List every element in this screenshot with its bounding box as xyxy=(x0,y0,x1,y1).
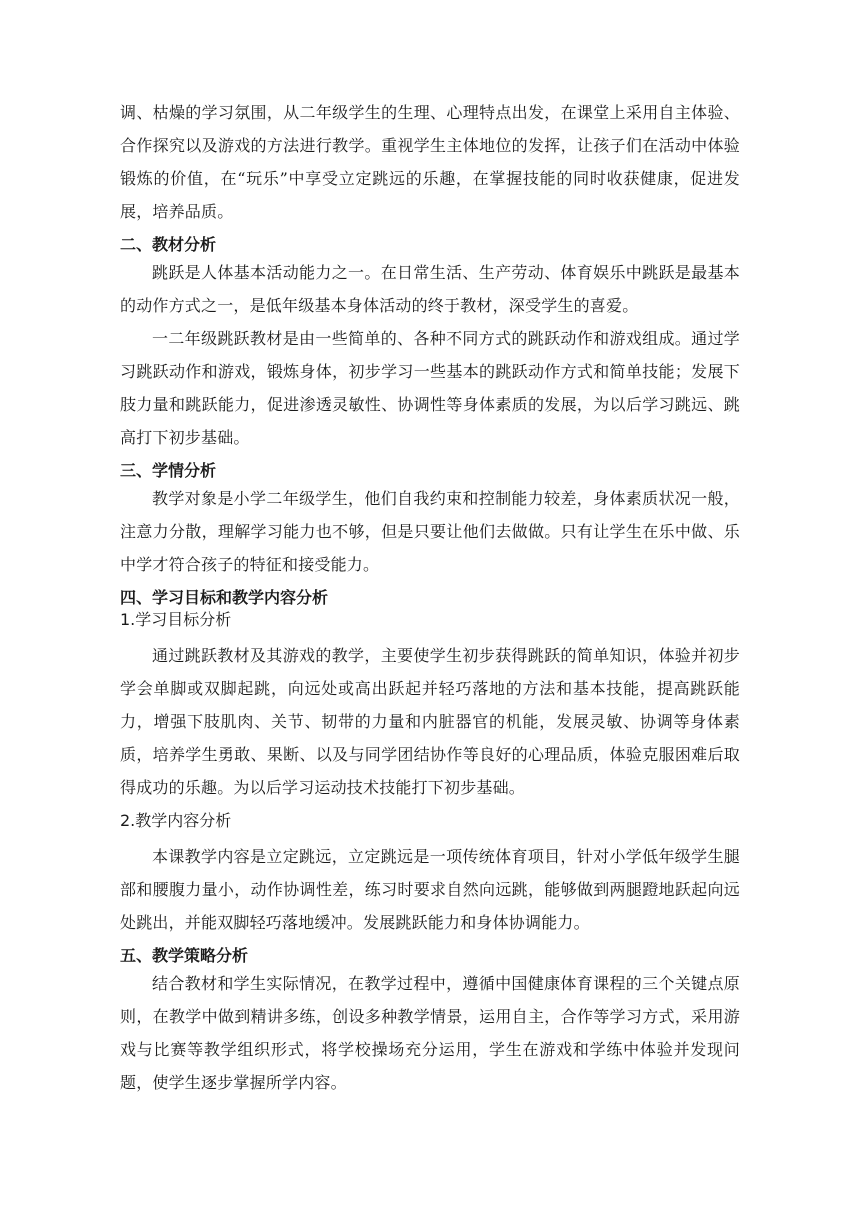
section-heading-textbook-analysis: 二、教材分析 xyxy=(120,235,217,254)
section-heading-learner-analysis: 三、学情分析 xyxy=(120,461,217,480)
learner-analysis-paragraph: 教学对象是小学二年级学生，他们自我约束和控制能力较差，身体素质状况一般，注意力分散，理解学习能力也不够，但是只要让他们去做做。只有让学生在乐中做、乐中学才符合孩子的特征和接受能力。 xyxy=(120,489,740,574)
teaching-content-paragraph: 本课教学内容是立定跳远，立定跳远是一项传统体育项目，针对小学低年级学生腿部和腰腹力量小，动作协调性差，练习时要求自然向远跳，能够做到两腿蹬地跃起向远处跳出，并能双脚轻巧落地缓冲。发展跳跃能力和身体协调能力。 xyxy=(120,847,740,932)
section-heading-teaching-strategy: 五、教学策略分析 xyxy=(120,946,249,965)
textbook-analysis-paragraph-1: 跳跃是人体基本活动能力之一。在日常生活、生产劳动、体育娱乐中跳跃是最基本的动作方式之一，是低年级基本身体活动的终于教材，深受学生的喜爱。 xyxy=(120,263,740,315)
subheading-learning-objectives: 1.学习目标分析 xyxy=(120,610,232,629)
document-body xyxy=(120,96,740,1099)
learning-objectives-paragraph: 通过跳跃教材及其游戏的教学，主要使学生初步获得跳跃的简单知识，体验并初步学会单脚或双脚起跳，向远处或高出跃起并轻巧落地的方法和基本技能，提高跳跃能力，增强下肢肌肉、关节、韧带的力量和内脏器官的机能，发展灵敏、协调等身体素质，培养学生勇敢、果断、以及与同学团结协作等良好的心理品质，体验克服困难后取得成功的乐趣。为以后学习运动技术技能打下初步基础。 xyxy=(120,646,740,797)
intro-paragraph: 调、枯燥的学习氛围，从二年级学生的生理、心理特点出发，在课堂上采用自主体验、合作探究以及游戏的方法进行教学。重视学生主体地位的发挥，让孩子们在活动中体验锻炼的价值，在“玩乐”中享受立定跳远的乐趣，在掌握技能的同时收获健康，促进发展，培养品质。 xyxy=(120,103,740,221)
teaching-strategy-paragraph: 结合教材和学生实际情况，在教学过程中，遵循中国健康体育课程的三个关键点原则，在教学中做到精讲多练，创设多种教学情景，运用自主，合作等学习方式，采用游戏与比赛等教学组织形式，将学校操场充分运用，学生在游戏和学练中体验并发现问题，使学生逐步掌握所学内容。 xyxy=(120,974,740,1092)
subheading-teaching-content: 2.教学内容分析 xyxy=(120,811,232,830)
textbook-analysis-paragraph-2: 一二年级跳跃教材是由一些简单的、各种不同方式的跳跃动作和游戏组成。通过学习跳跃动作和游戏，锻炼身体，初步学习一些基本的跳跃动作方式和简单技能；发展下肢力量和跳跃能力，促进渗透灵敏性、协调性等身体素质的发展，为以后学习跳远、跳高打下初步基础。 xyxy=(120,329,740,447)
section-heading-objectives-content: 四、学习目标和教学内容分析 xyxy=(120,588,329,607)
